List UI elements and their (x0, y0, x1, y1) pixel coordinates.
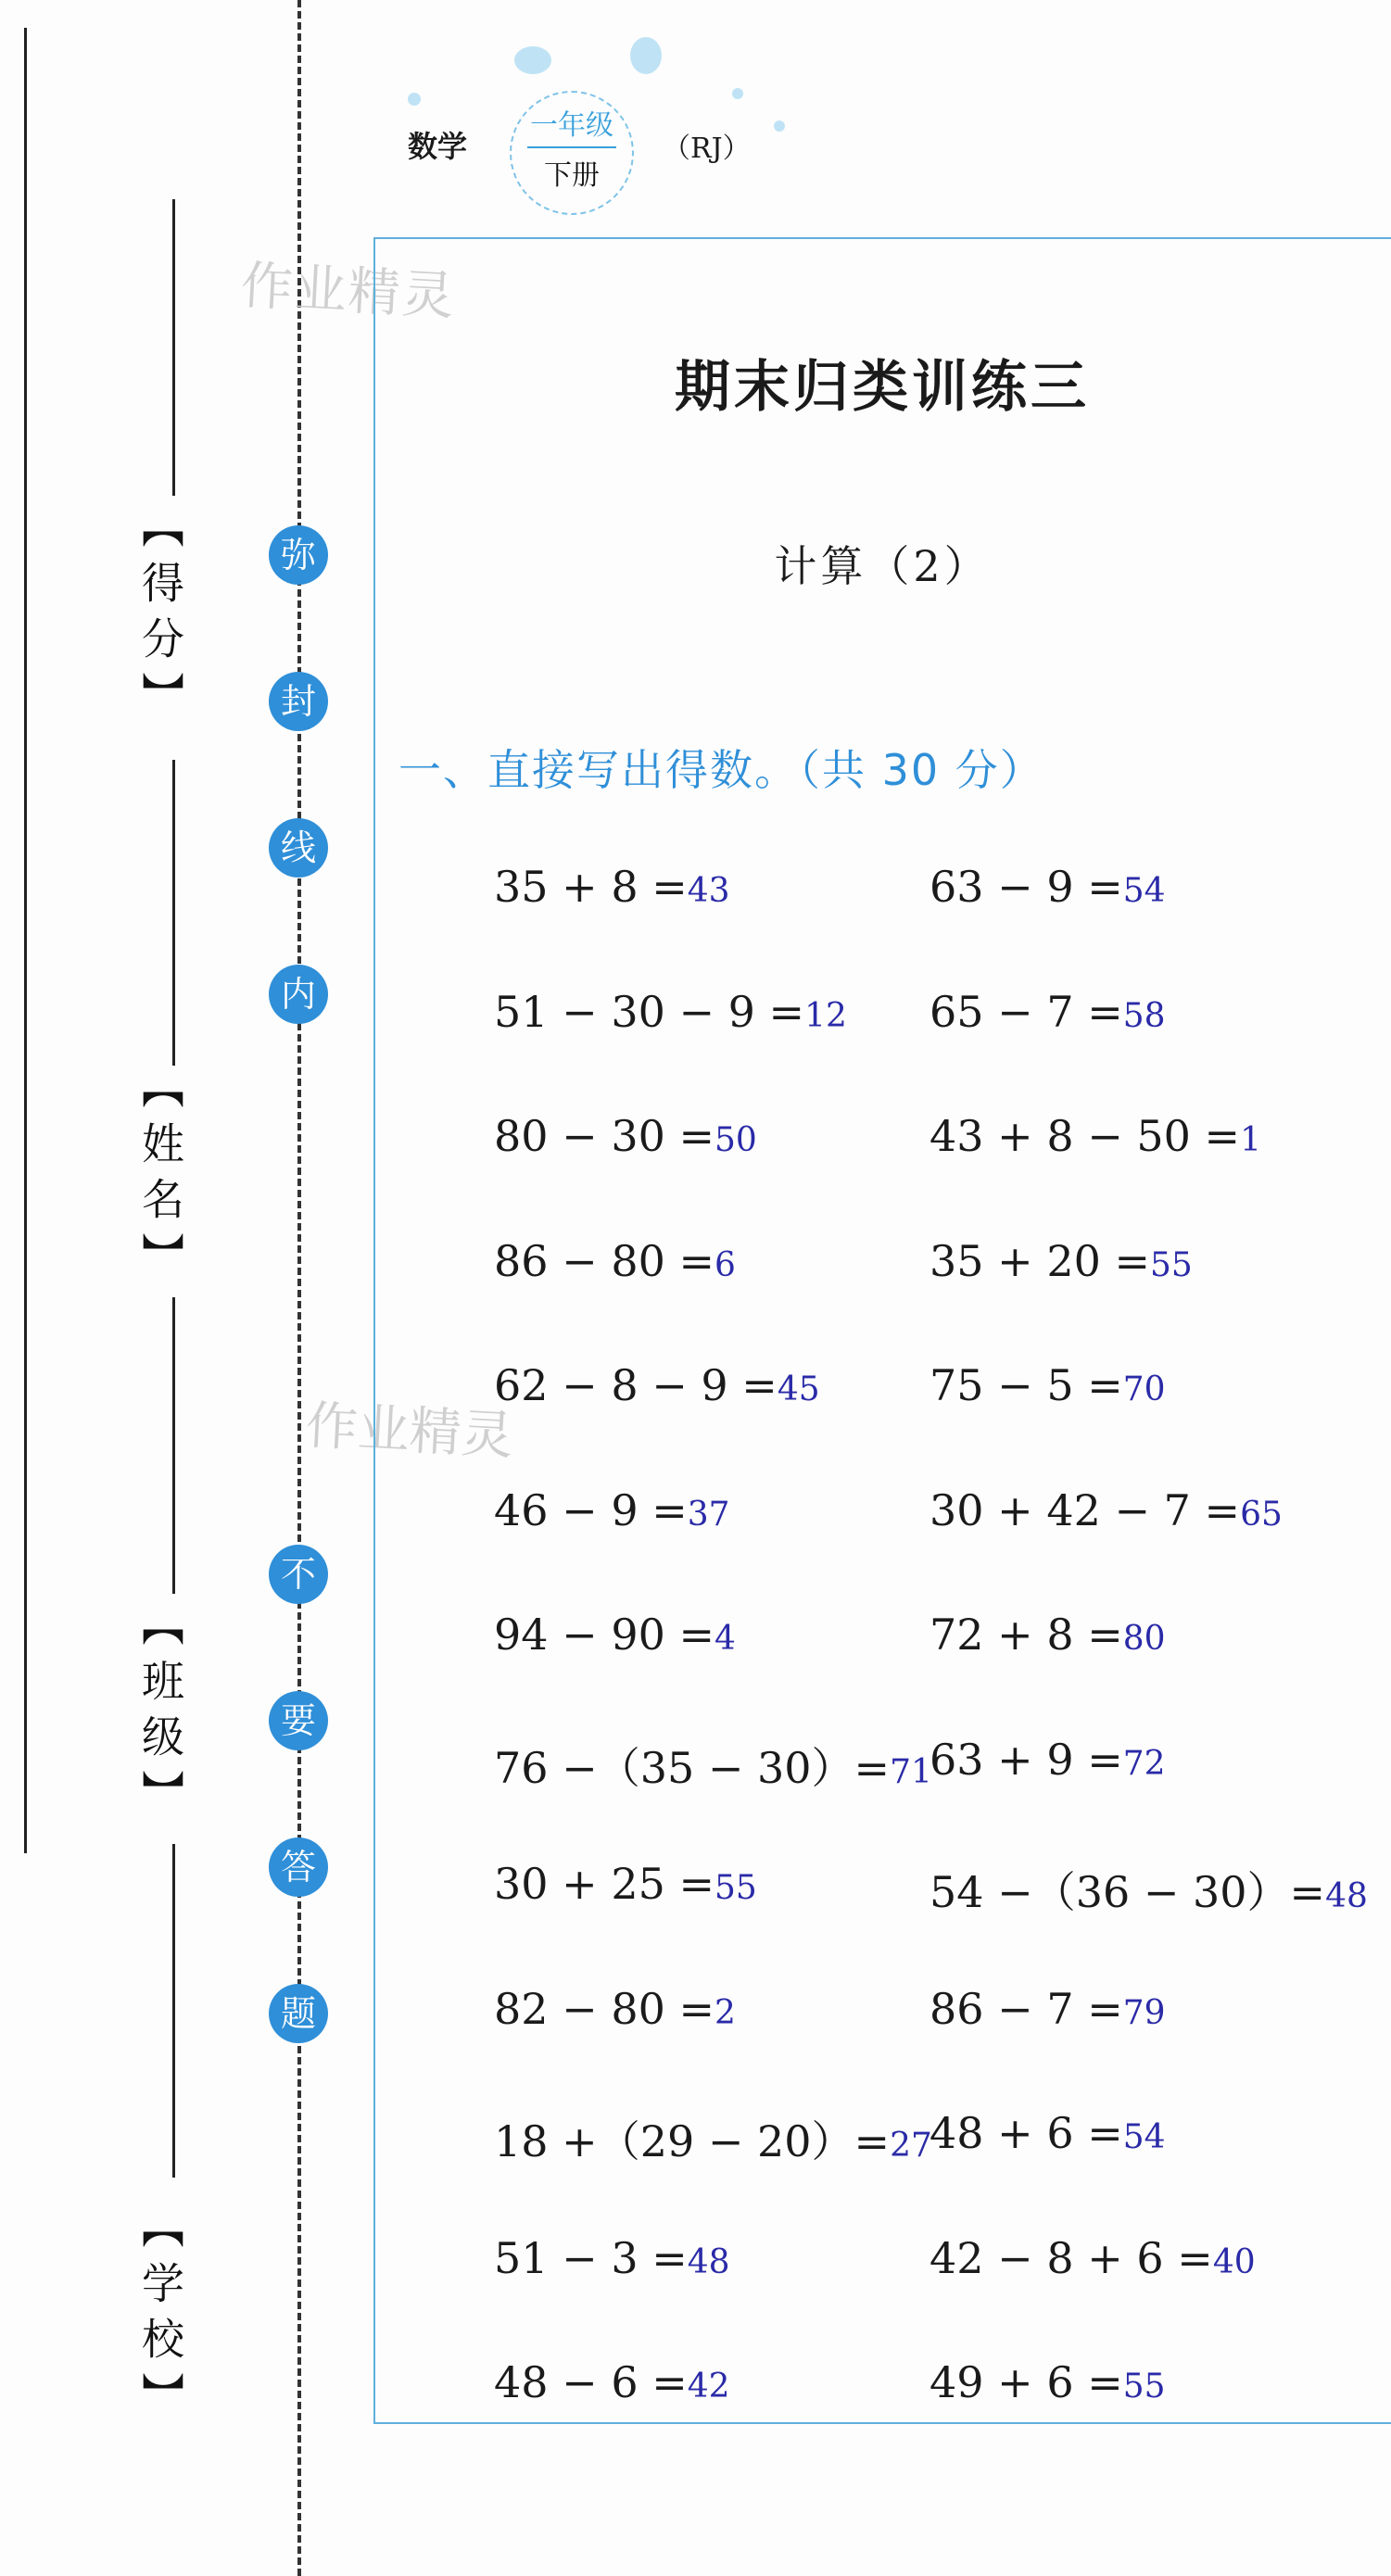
problem-expression: 94 − 90 = (494, 1610, 715, 1660)
decor-dot-icon (408, 93, 421, 106)
section-subtitle: 计算（2） (774, 541, 991, 591)
section-heading: 一、直接写出得数。（共 30 分） (398, 745, 1044, 795)
problem-13-right (929, 2357, 1166, 2407)
problem-5-left (494, 1360, 820, 1410)
problem-expression: 48 − 6 = (494, 2357, 688, 2407)
problem-expression: 72 + 8 = (929, 1610, 1123, 1660)
problem-expression: 80 − 30 = (494, 1111, 715, 1161)
problem-expression: 76 −（35 − 30）= (494, 1742, 891, 1793)
problem-answer: 55 (714, 1869, 757, 1907)
problem-9-right (929, 1859, 1368, 1920)
score-write-line (172, 199, 175, 496)
page-title: 期末归类训练三 (675, 355, 1090, 420)
problem-expression: 18 +（29 − 20）= (494, 2116, 891, 2166)
problem-answer: 43 (687, 872, 730, 910)
binding-dashed-line (297, 0, 301, 2576)
problem-expression: 65 − 7 = (929, 986, 1123, 1037)
problem-expression: 42 − 8 + 6 = (929, 2232, 1213, 2283)
problem-answer: 72 (1122, 1744, 1166, 1783)
problem-answer: 54 (1122, 2118, 1166, 2156)
score-label: 【得分】 (135, 505, 185, 727)
seal-char-nei: 内 (269, 965, 328, 1024)
problem-7-left (494, 1610, 736, 1660)
problem-answer: 45 (777, 1370, 820, 1408)
problem-10-left (494, 1984, 736, 2034)
problem-13-left (494, 2357, 730, 2407)
problem-2-right (929, 987, 1166, 1037)
problem-answer: 1 (1240, 1121, 1261, 1159)
seal-char-da: 答 (269, 1837, 328, 1897)
problem-expression: 30 + 25 = (494, 1859, 715, 1909)
problem-expression: 35 + 8 = (494, 862, 688, 912)
problem-expression: 51 − 30 − 9 = (494, 986, 805, 1037)
problem-8-left (494, 1735, 932, 1796)
problem-expression: 82 − 80 = (494, 1983, 715, 2034)
problem-12-left (494, 2233, 730, 2283)
problem-answer: 4 (714, 1620, 736, 1658)
problem-7-right (929, 1610, 1166, 1660)
problem-expression: 63 − 9 = (929, 862, 1123, 912)
seal-char-feng: 封 (269, 672, 328, 731)
problem-2-left (494, 987, 847, 1037)
problem-answer: 50 (714, 1121, 757, 1159)
problem-expression: 35 + 20 = (929, 1235, 1151, 1286)
problem-answer: 80 (1122, 1620, 1166, 1658)
problem-expression: 48 + 6 = (929, 2108, 1123, 2158)
problem-expression: 62 − 8 − 9 = (494, 1360, 778, 1410)
problem-expression: 86 − 7 = (929, 1983, 1123, 2034)
problem-1-right (929, 862, 1166, 912)
seal-char-mi: 弥 (269, 525, 328, 585)
subject-label: 数学 (408, 129, 468, 164)
problem-answer: 54 (1122, 872, 1166, 910)
problem-12-right (929, 2233, 1256, 2283)
problem-10-right (929, 1984, 1166, 2034)
problem-answer: 55 (1150, 1245, 1193, 1284)
problem-expression: 63 + 9 = (929, 1734, 1123, 1785)
name-label: 【姓名】 (135, 1066, 185, 1288)
problem-3-right (929, 1111, 1261, 1161)
problem-expression: 46 − 9 = (494, 1484, 688, 1535)
seal-char-yao: 要 (269, 1691, 328, 1750)
problem-answer: 12 (804, 996, 847, 1035)
problem-answer: 70 (1122, 1370, 1166, 1408)
decor-dot-icon (774, 120, 785, 132)
problem-6-right (929, 1485, 1283, 1535)
problem-9-left (494, 1859, 757, 1909)
problem-answer: 79 (1122, 1993, 1166, 2032)
problem-11-left (494, 2108, 932, 2169)
seal-char-bu: 不 (269, 1545, 328, 1604)
problem-answer: 37 (687, 1495, 730, 1534)
class-label: 【班级】 (135, 1603, 185, 1825)
problem-3-left (494, 1111, 757, 1161)
problem-1-left (494, 862, 730, 912)
grade-badge (510, 91, 634, 215)
problem-5-right (929, 1360, 1166, 1410)
problem-expression: 49 + 6 = (929, 2357, 1123, 2407)
problem-expression: 54 −（36 − 30）= (929, 1867, 1326, 1917)
problem-answer: 40 (1212, 2242, 1256, 2281)
problem-expression: 43 + 8 − 50 = (929, 1111, 1241, 1161)
school-label: 【学校】 (135, 2205, 185, 2428)
problem-11-right (929, 2108, 1166, 2158)
decor-dot-icon (732, 88, 743, 99)
problem-answer: 2 (714, 1993, 736, 2032)
seal-char-ti: 题 (269, 1984, 328, 2043)
edition-label: （RJ） (663, 133, 751, 165)
problem-answer: 48 (687, 2242, 730, 2281)
problem-6-left (494, 1485, 730, 1535)
watermark: 作业精灵 (239, 255, 458, 328)
watermark: 作业精灵 (304, 1395, 515, 1467)
problem-answer: 55 (1122, 2368, 1166, 2406)
problem-expression: 51 − 3 = (494, 2232, 688, 2283)
problem-answer: 58 (1122, 996, 1166, 1035)
decor-leaf-icon (630, 37, 662, 74)
problem-4-left (494, 1236, 736, 1286)
grade-level: 一年级 (530, 109, 613, 142)
problem-expression: 30 + 42 − 7 = (929, 1484, 1241, 1535)
decor-leaf-icon (514, 46, 551, 74)
problem-answer: 42 (687, 2368, 730, 2406)
school-write-line (172, 1844, 175, 2178)
problem-answer: 71 (890, 1752, 932, 1791)
problem-answer: 27 (890, 2127, 932, 2165)
problem-expression: 86 − 80 = (494, 1235, 715, 1286)
problem-answer: 65 (1240, 1495, 1283, 1534)
grade-volume: 下册 (544, 159, 600, 192)
problem-4-right (929, 1236, 1193, 1286)
seal-char-xian: 线 (269, 818, 328, 878)
class-write-line (172, 1297, 175, 1594)
name-write-line (172, 760, 175, 1066)
left-border-rule (24, 28, 27, 1853)
problem-answer: 6 (714, 1245, 736, 1284)
problem-expression: 75 − 5 = (929, 1360, 1123, 1410)
problem-answer: 48 (1325, 1877, 1368, 1915)
problem-8-right (929, 1735, 1166, 1785)
grade-divider (527, 146, 616, 148)
